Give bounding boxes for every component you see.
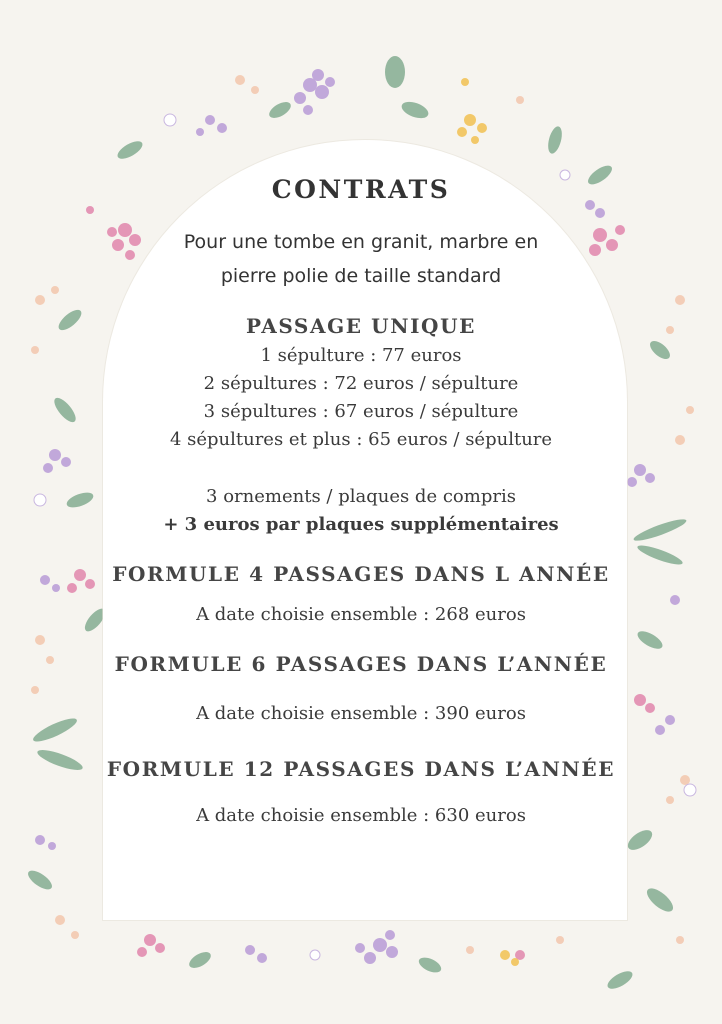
extra-plaques: + 3 euros par plaques supplémentaires xyxy=(163,514,559,535)
formule-4-price: A date choisie ensemble : 268 euros xyxy=(196,604,526,625)
heading-formule-12: FORMULE 12 PASSAGES DANS L’ANNÉE xyxy=(106,757,616,781)
formule-12-price: A date choisie ensemble : 630 euros xyxy=(196,805,526,826)
passage-unique-line-2: 2 sépultures : 72 euros / sépulture xyxy=(203,373,519,394)
ornaments-included: 3 ornements / plaques de compris xyxy=(206,486,516,507)
formule-6-price: A date choisie ensemble : 390 euros xyxy=(196,703,526,724)
heading-formule-6: FORMULE 6 PASSAGES DANS L’ANNÉE xyxy=(114,652,608,676)
page-title: CONTRATS xyxy=(271,175,451,204)
passage-unique-line-4: 4 sépultures et plus : 65 euros / sépulture xyxy=(169,429,553,450)
heading-passage-unique: PASSAGE UNIQUE xyxy=(246,314,476,338)
subtitle-line-1: Pour une tombe en granit, marbre en xyxy=(183,231,539,253)
passage-unique-line-1: 1 sépulture : 77 euros xyxy=(260,345,462,366)
subtitle-line-2: pierre polie de taille standard xyxy=(220,265,502,287)
heading-formule-4: FORMULE 4 PASSAGES DANS L ANNÉE xyxy=(112,562,610,586)
passage-unique-line-3: 3 sépultures : 67 euros / sépulture xyxy=(203,401,519,422)
